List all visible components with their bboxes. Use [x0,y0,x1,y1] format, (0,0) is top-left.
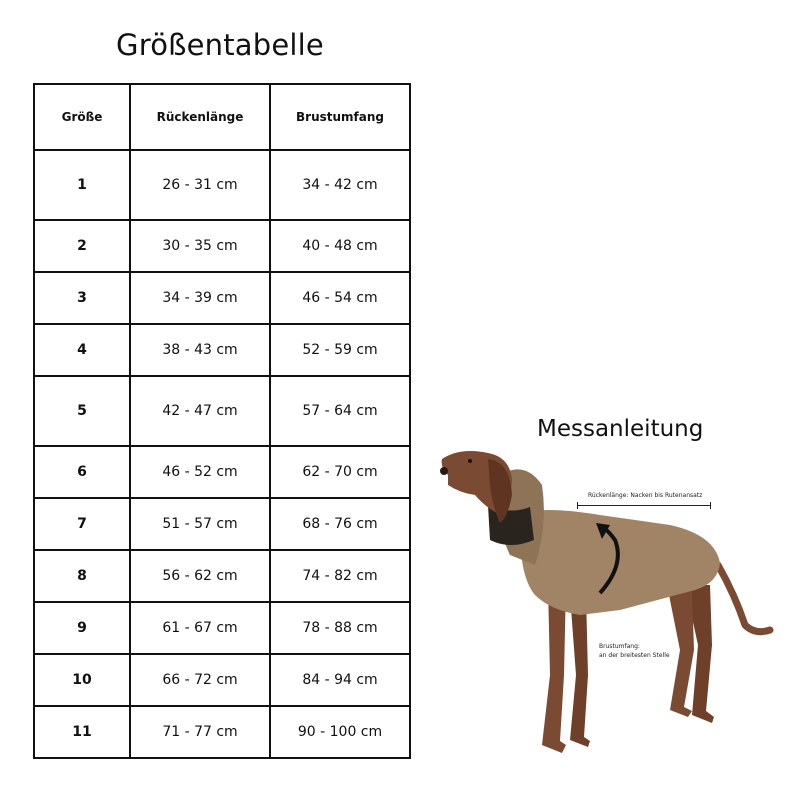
chest-label [599,642,670,660]
back-length-label: Rückenlänge: Nacken bis Rutenansatz [588,492,703,499]
size-cell: 7 [34,498,130,550]
header-back-length: Rückenlänge [130,84,270,150]
back-length-cell: 56 - 62 cm [130,550,270,602]
chest-cell: 78 - 88 cm [270,602,410,654]
back-length-cell: 42 - 47 cm [130,376,270,446]
header-chest: Brustumfang [270,84,410,150]
back-length-cell: 26 - 31 cm [130,150,270,220]
size-cell: 8 [34,550,130,602]
size-cell: 2 [34,220,130,272]
size-cell: 11 [34,706,130,758]
table-row [34,654,410,706]
chest-cell: 46 - 54 cm [270,272,410,324]
size-cell: 9 [34,602,130,654]
chest-cell: 62 - 70 cm [270,446,410,498]
table-row [34,150,410,220]
size-cell: 4 [34,324,130,376]
table-row [34,376,410,446]
size-cell: 1 [34,150,130,220]
chest-cell: 40 - 48 cm [270,220,410,272]
table-row [34,272,410,324]
back-length-cell: 34 - 39 cm [130,272,270,324]
size-cell: 5 [34,376,130,446]
measuring-guide-title: Messanleitung [537,416,704,442]
size-cell: 10 [34,654,130,706]
chest-cell: 74 - 82 cm [270,550,410,602]
back-length-cell: 71 - 77 cm [130,706,270,758]
table-row [34,446,410,498]
back-length-cell: 46 - 52 cm [130,446,270,498]
chest-label-line-2: an der breitesten Stelle [599,652,670,659]
back-length-cell: 30 - 35 cm [130,220,270,272]
table-row [34,550,410,602]
chest-cell: 57 - 64 cm [270,376,410,446]
chest-cell: 84 - 94 cm [270,654,410,706]
chest-cell: 52 - 59 cm [270,324,410,376]
table-row [34,324,410,376]
back-length-ruler [577,505,711,506]
table-row [34,706,410,758]
chest-cell: 68 - 76 cm [270,498,410,550]
back-length-cell: 66 - 72 cm [130,654,270,706]
size-cell: 3 [34,272,130,324]
size-cell: 6 [34,446,130,498]
size-table [33,83,411,759]
back-length-cell: 51 - 57 cm [130,498,270,550]
chest-cell: 90 - 100 cm [270,706,410,758]
chest-cell: 34 - 42 cm [270,150,410,220]
header-size: Größe [34,84,130,150]
size-table-title: Größentabelle [116,28,324,62]
table-header-row [34,84,410,150]
table-row [34,498,410,550]
back-length-cell: 61 - 67 cm [130,602,270,654]
chest-label-line-1: Brustumfang: [599,643,640,650]
back-length-cell: 38 - 43 cm [130,324,270,376]
table-row [34,220,410,272]
table-row [34,602,410,654]
